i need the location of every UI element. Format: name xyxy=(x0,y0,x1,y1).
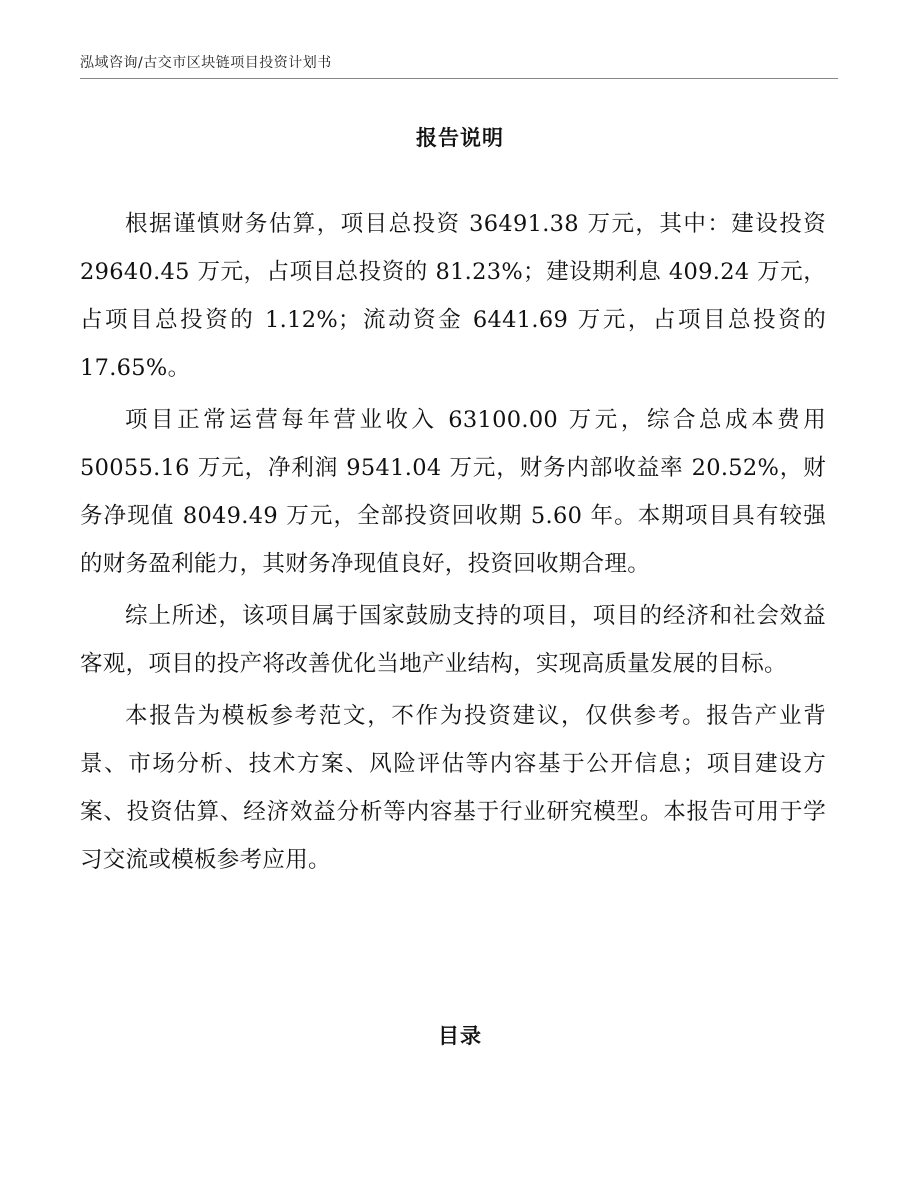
running-header: 泓域咨询/古交市区块链项目投资计划书 xyxy=(80,55,332,71)
report-body xyxy=(80,200,826,888)
report-title: 报告说明 xyxy=(416,126,504,150)
paragraph-summary: 综上所述，该项目属于国家鼓励支持的项目，项目的经济和社会效益客观，项目的投产将改善优化当地产业结构，实现高质量发展的目标。 xyxy=(80,603,826,677)
paragraph-revenue: 项目正常运营每年营业收入 63100.00 万元，综合总成本费用 50055.16 万元，净利润 9541.04 万元，财务内部收益率 20.52%，财务净现值 8049.49 万元，全部投资回收期 5.60 年。本期项目具有较强的财务盈利能力，其财务净现值良好，投资回收期合理。 xyxy=(80,407,826,577)
toc-title: 目录 xyxy=(438,1024,482,1048)
paragraph-disclaimer: 本报告为模板参考范文，不作为投资建议，仅供参考。报告产业背景、市场分析、技术方案、风险评估等内容基于公开信息；项目建设方案、投资估算、经济效益分析等内容基于行业研究模型。本报告可用于学习交流或模板参考应用。 xyxy=(80,703,826,873)
header-divider xyxy=(80,78,838,79)
paragraph-investment: 根据谨慎财务估算，项目总投资 36491.38 万元，其中：建设投资 29640.45 万元，占项目总投资的 81.23%；建设期利息 409.24 万元，占项目总投资的 1.12%；流动资金 6441.69 万元，占项目总投资的 17.65%。 xyxy=(80,211,826,381)
